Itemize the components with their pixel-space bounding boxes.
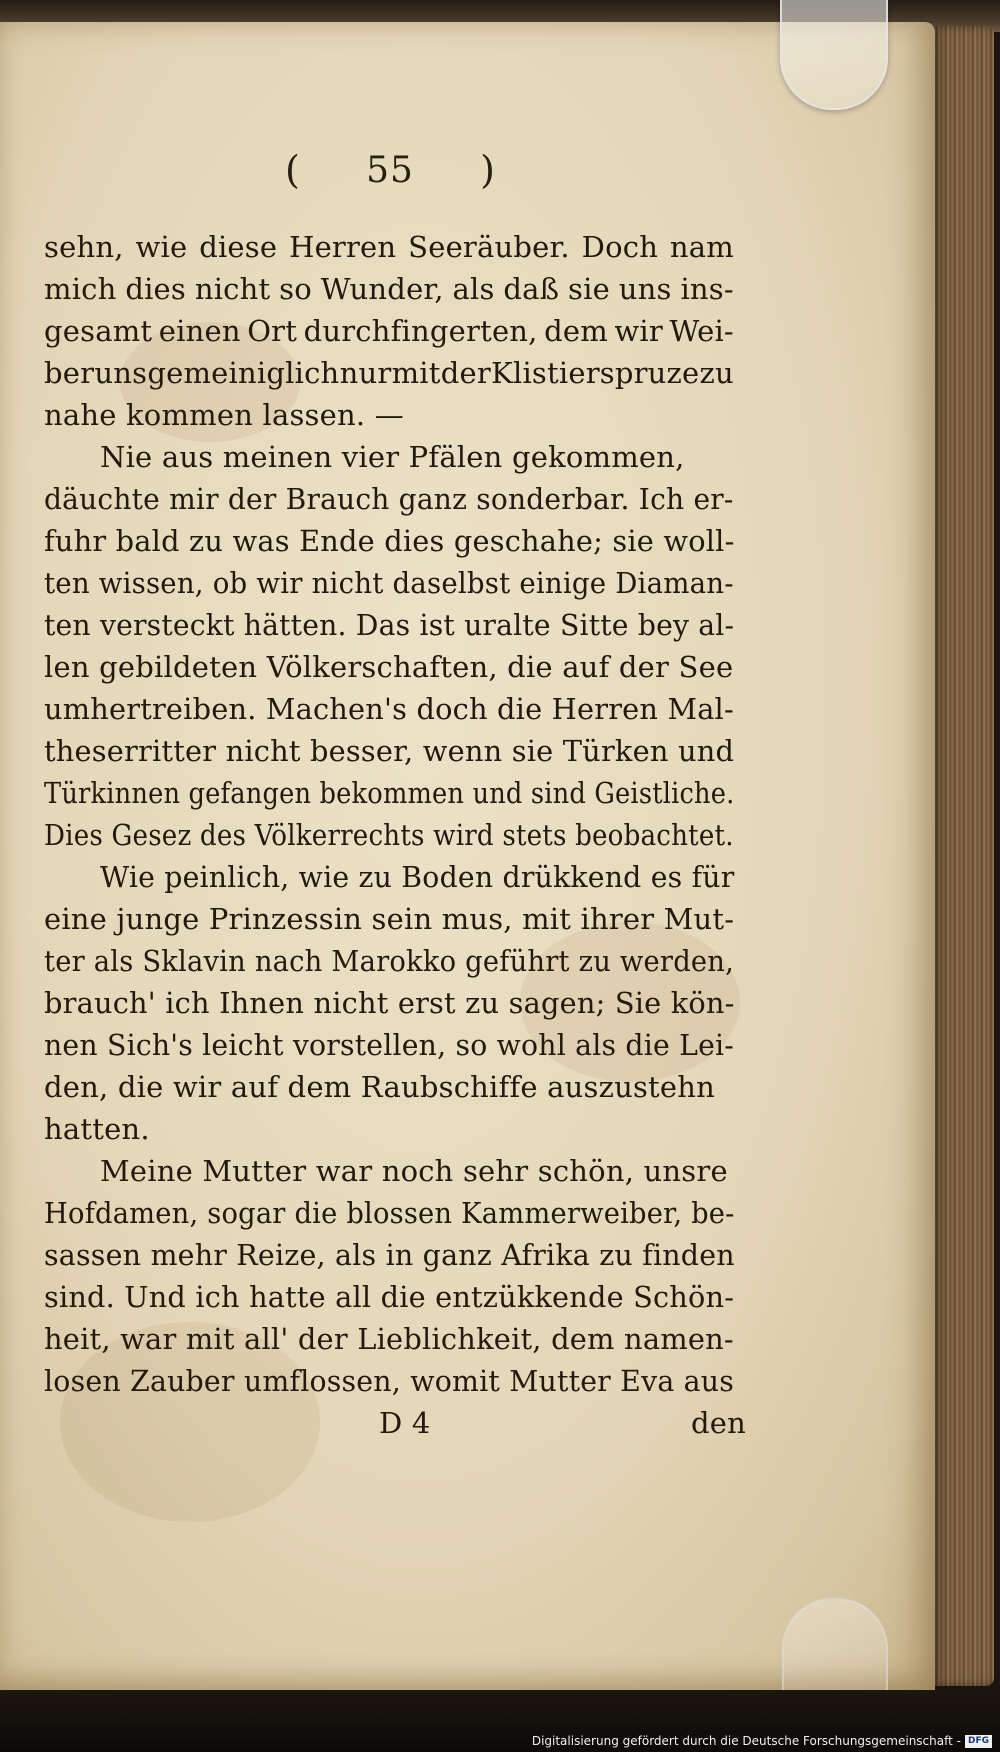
book-page (0, 22, 935, 1690)
text-line: sehn, wie diese Herren Seeräuber. Doch nam (44, 230, 734, 264)
page-footer (44, 1406, 746, 1446)
open-paren: ( (285, 148, 300, 192)
text-line: ber uns gemeiniglich nur mit der Klistierspruze zu (44, 356, 734, 390)
close-paren: ) (480, 148, 495, 192)
page-header (285, 148, 495, 192)
text-line: sind. Und ich hatte all die entzükkende Schön- (44, 1280, 735, 1314)
text-line: gesamt einen Ort durchfingerten, dem wir Wei- (44, 314, 734, 348)
dfg-logo-icon: DFG (965, 1735, 992, 1748)
digitization-credit (532, 1734, 992, 1748)
text-line: Meine Mutter war noch sehr schön, unsre (100, 1154, 728, 1188)
text-line: mich dies nicht so Wunder, als daß sie uns ins- (44, 272, 734, 306)
text-line: Türkinnen gefangen bekommen und sind Geistliche. (44, 776, 735, 810)
text-line: ten versteckt hätten. Das ist uralte Sitte bey al- (44, 608, 735, 642)
text-line: ter als Sklavin nach Marokko geführt zu werden, (44, 944, 735, 978)
text-line: theserritter nicht besser, wenn sie Türken und (44, 734, 735, 768)
text-line: umhertreiben. Machen's doch die Herren Mal- (44, 692, 734, 726)
scan-bottom-bar (0, 1690, 1000, 1752)
text-line: nahe kommen lassen. — (44, 398, 404, 432)
text-line: Hofdamen, sogar die blossen Kammerweiber, be- (44, 1196, 735, 1230)
text-line: heit, war mit all' der Lieblichkeit, dem namen- (44, 1322, 734, 1356)
text-line: Dies Gesez des Völkerrechts wird stets beobachtet. (44, 818, 734, 852)
text-line: losen Zauber umflossen, womit Mutter Eva aus (44, 1364, 735, 1398)
text-line: den, die wir auf dem Raubschiffe auszustehn (44, 1070, 716, 1104)
signature-mark: D 4 (379, 1406, 431, 1440)
book-page-edges (932, 26, 994, 1686)
text-line: ten wissen, ob wir nicht daselbst einige Diaman- (44, 566, 734, 600)
text-line: sassen mehr Reize, als in ganz Afrika zu finden (44, 1238, 735, 1272)
page-clip-top (780, 0, 888, 110)
page-number: 55 (366, 149, 414, 191)
text-line: nen Sich's leicht vorstellen, so wohl als die Lei- (44, 1028, 735, 1062)
text-line: Wie peinlich, wie zu Boden drükkend es für (100, 860, 735, 894)
text-line: däuchte mir der Brauch ganz sonderbar. Ich er- (44, 482, 734, 516)
page-clip-bottom (782, 1598, 888, 1700)
text-line: fuhr bald zu was Ende dies geschahe; sie woll- (44, 524, 735, 558)
credit-text: Digitalisierung gefördert durch die Deutsche Forschungsgemeinschaft - (531, 1734, 961, 1748)
text-line: hatten. (44, 1112, 150, 1146)
catchword: den (690, 1406, 746, 1440)
text-line: brauch' ich Ihnen nicht erst zu sagen; Sie kön- (44, 986, 735, 1020)
text-line: Nie aus meinen vier Pfälen gekommen, (100, 440, 685, 474)
text-line: eine junge Prinzessin sein mus, mit ihrer Mut- (44, 902, 735, 936)
text-line: len gebildeten Völkerschaften, die auf der See (44, 650, 734, 684)
